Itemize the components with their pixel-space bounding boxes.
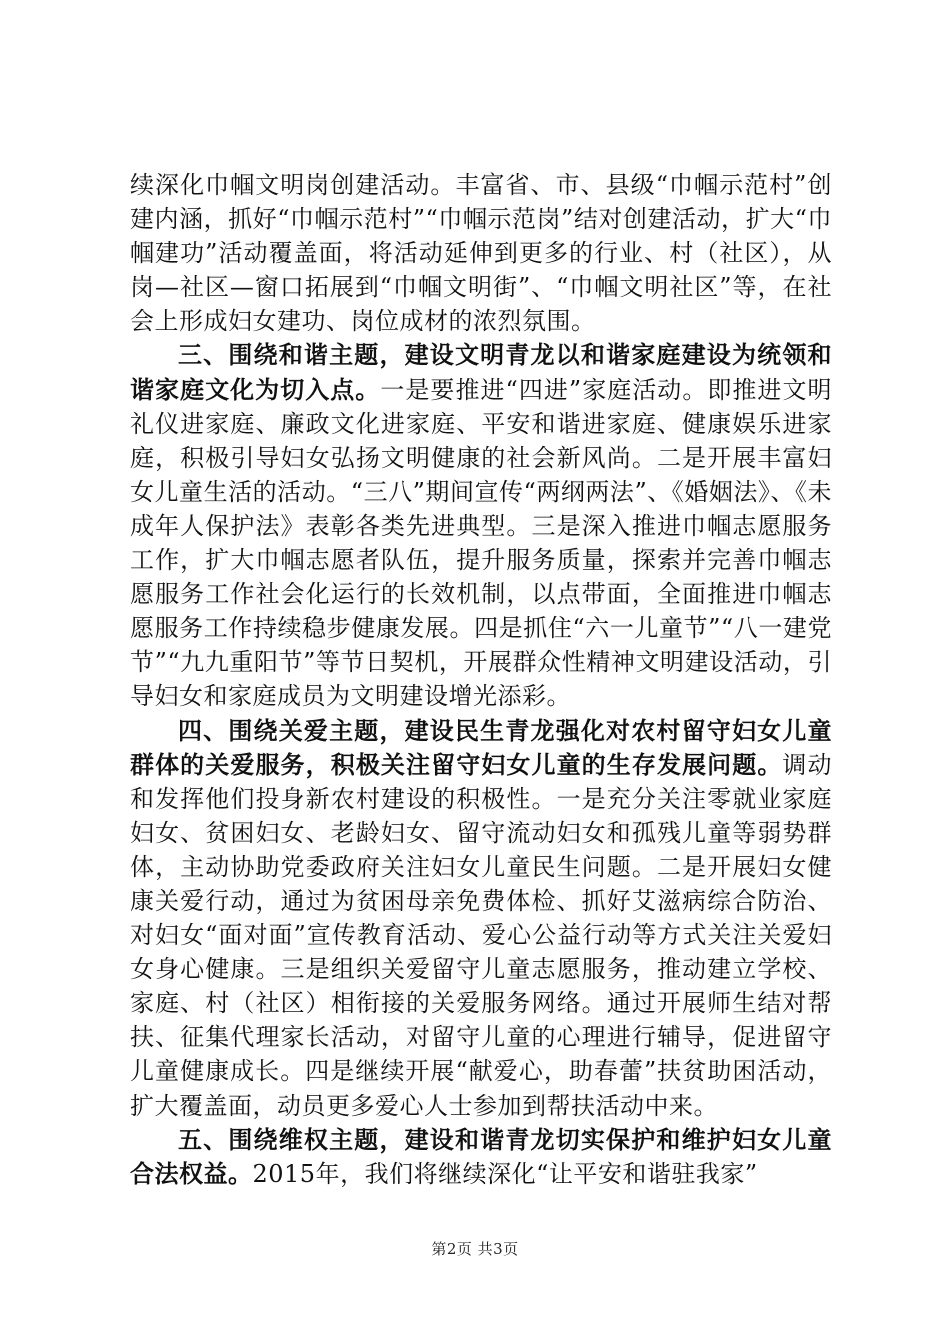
paragraph-body: 调动和发挥他们投身新农村建设的积极性。一是充分关注零就业家庭妇女、贫困妇女、老龄妇女、留守流动妇女和孤残儿童等弱势群体，主动协助党委政府关注妇女儿童民生问题。二是开展妇女健康关爱行动，通过为贫困母亲免费体检、抓好艾滋病综合防治、对妇女“面对面”宣传教育活动、爱心公益行动等方式关注关爱妇女身心健康。三是组织关爱留守儿童志愿服务，推动建立学校、家庭、村（社区）相衔接的关爱服务网络。通过开展师生结对帮扶、征集代理家长活动，对留守儿童的心理进行辅导，促进留守儿童健康成长。四是继续开展“献爱心，助春蕾”扶贫助困活动，扩大覆盖面，动员更多爱心人士参加到帮扶活动中来。 (130, 750, 832, 1120)
section-heading-three: 三、围绕和谐主题，建设文明青龙以和谐家庭建设为统领和谐家庭文化为切入点。 (130, 340, 832, 404)
paragraph-rights-theme (130, 1123, 832, 1191)
paragraph-body: 一是要推进“四进”家庭活动。即推进文明礼仪进家庭、廉政文化进家庭、平安和谐进家庭、健康娱乐进家庭，积极引导妇女弘扬文明健康的社会新风尚。二是开展丰富妇女儿童生活的活动。“三八”期间宣传“两纲两法”、《婚姻法》、《未成年人保护法》表彰各类先进典型。三是深入推进巾帼志愿服务工作，扩大巾帼志愿者队伍，提升服务质量，探索并完善巾帼志愿服务工作社会化运行的长效机制，以点带面，全面推进巾帼志愿服务工作持续稳步健康发展。四是抓住“六一儿童节”“八一建党节”“九九重阳节”等节日契机，开展群众性精神文明建设活动，引导妇女和家庭成员为文明建设增光添彩。 (130, 375, 832, 711)
paragraph-continuation (130, 168, 832, 338)
paragraph-care-theme (130, 714, 832, 1123)
paragraph-body: 2015年，我们将继续深化“让平安和谐驻我家” (252, 1159, 758, 1188)
document-body (130, 168, 832, 1191)
section-heading-five: 五、围绕维权主题，建设和谐青龙切实保护和维护妇女儿童合法权益。 (130, 1124, 832, 1188)
paragraph-harmony-theme (130, 338, 832, 713)
section-heading-four: 四、围绕关爱主题，建设民生青龙强化对农村留守妇女儿童群体的关爱服务，积极关注留守妇女儿童的生存发展问题。 (130, 715, 832, 779)
paragraph-body: 续深化巾帼文明岗创建活动。丰富省、市、县级“巾帼示范村”创建内涵，抓好“巾帼示范村”“巾帼示范岗”结对创建活动，扩大“巾帼建功”活动覆盖面，将活动延伸到更多的行业、村（社区），从岗—社区—窗口拓展到“巾帼文明街”、“巾帼文明社区”等，在社会上形成妇女建功、岗位成材的浓烈氛围。 (130, 171, 832, 336)
page-footer: 第2页 共3页 (431, 1240, 519, 1258)
